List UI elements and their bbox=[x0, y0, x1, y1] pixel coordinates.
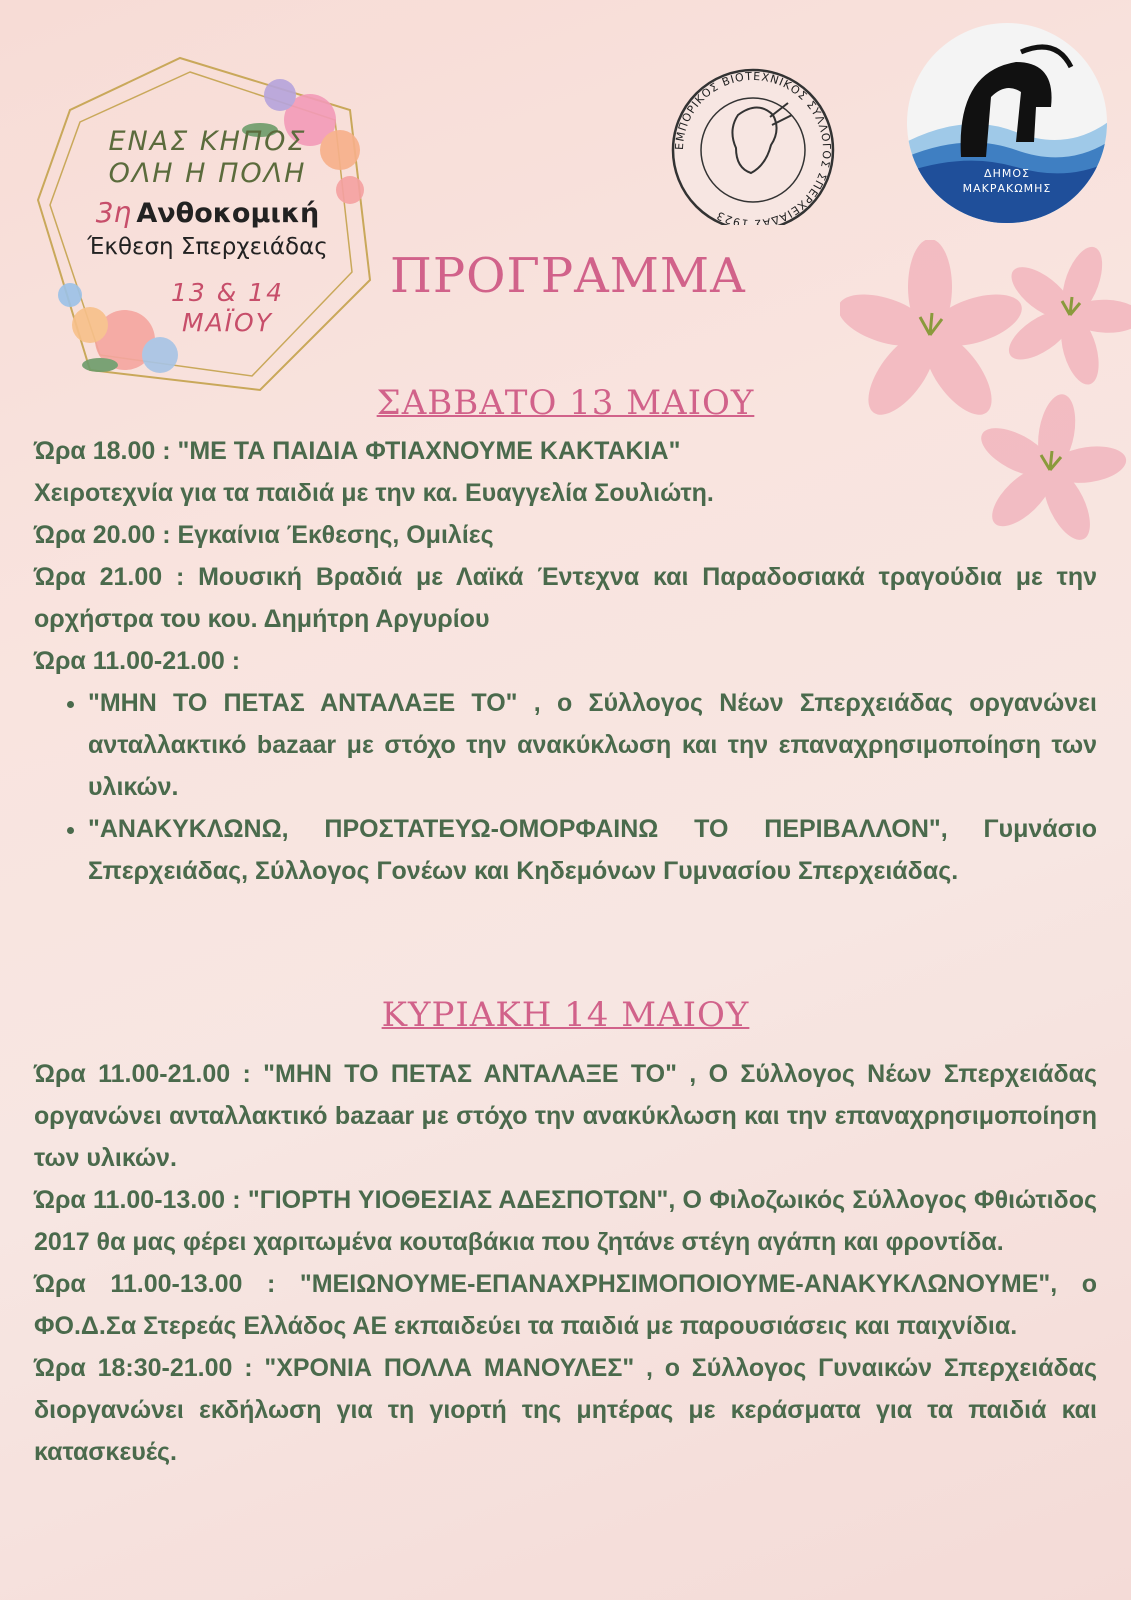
program-item: Ώρα 18.00 : "ΜΕ ΤΑ ΠΑΙΔΙΑ ΦΤΙΑΧΝΟΥΜΕ ΚΑΚΤΑΚΙΑ" bbox=[34, 437, 681, 465]
program-item: Ώρα 21.00 : Μουσική Βραδιά με Λαϊκά Έντεχνα και Παραδοσιακά τραγούδια με την ορχήστρα του κου. Δημήτρη Αργυρίου bbox=[34, 563, 1097, 633]
program-item: Ώρα 11.00-13.00 : "ΜΕΙΩΝΟΥΜΕ-ΕΠΑΝΑΧΡΗΣΙΜΟΠΟΙΟΥΜΕ-ΑΝΑΚΥΚΛΩΝΟΥΜΕ", ο ΦΟ.Δ.Σα Στερεάς Ελλάδος ΑΕ εκπαιδεύει τα παιδιά με παρουσιάσεις και παιχνίδια. bbox=[34, 1270, 1097, 1340]
badge-month: ΜΑΪΟΥ bbox=[182, 308, 273, 337]
sunday-heading: ΚΥΡΙΑΚΗ 14 ΜΑΙΟΥ bbox=[381, 995, 750, 1035]
municipality-line2: ΜΑΚΡΑΚΩΜΗΣ bbox=[962, 182, 1052, 195]
page-title: ΠΡΟΓΡΑΜΜΑ bbox=[390, 248, 746, 304]
badge-ordinal: 3η bbox=[95, 196, 132, 229]
badge-line2: ΟΛΗ Η ΠΟΛΗ bbox=[108, 158, 307, 189]
bullet-item: • "ΑΝΑΚΥΚΛΩΝΩ, ΠΡΟΣΤΑΤΕΥΩ-ΟΜΟΡΦΑΙΝΩ ΤΟ ΠΕΡΙΒΑΛΛΟΝ", Γυμνάσιο Σπερχειάδας, Σύλλογος Γονέων και Κηδεμόνων Γυμνασίου Σπερχειάδας. bbox=[88, 808, 1097, 892]
saturday-bullet-list bbox=[34, 682, 1097, 892]
bullet-item: • "ΜΗΝ ΤΟ ΠΕΤΑΣ ΑΝΤΑΛΑΞΕ ΤΟ" , ο Σύλλογος Νέων Σπερχειάδας οργανώνει ανταλλακτικό bazaar με στόχο την ανακύκλωση και την επαναχρησιμοποίηση των υλικών. bbox=[88, 682, 1097, 808]
badge-title-row bbox=[30, 196, 385, 229]
event-badge-logo bbox=[30, 50, 385, 405]
program-item: Ώρα 11.00-21.00 : "ΜΗΝ ΤΟ ΠΕΤΑΣ ΑΝΤΑΛΑΞΕ ΤΟ" , Ο Σύλλογος Νέων Σπερχειάδας οργανώνει ανταλλακτικό bazaar με στόχο την ανακύκλωση και την επαναχρησιμοποίηση των υλικών. bbox=[34, 1060, 1097, 1172]
badge-title: Ανθοκομική bbox=[136, 198, 320, 229]
seal-text: ΕΜΠΟΡΙΚΟΣ ΒΙΟΤΕΧΝΙΚΟΣ ΣΥΛΛΟΓΟΣ ΣΠΕΡΧΕΙΑΔΑΣ 1923 bbox=[672, 69, 834, 225]
program-item: Ώρα 18:30-21.00 : "ΧΡΟΝΙΑ ΠΟΛΛΑ ΜΑΝΟΥΛΕΣ" , ο Σύλλογος Γυναικών Σπερχειάδας διοργανώνει εκδήλωση για τη γιορτή της μητέρας με κεράσματα για τα παιδιά και κατασκευές. bbox=[34, 1354, 1097, 1466]
program-item: Ώρα 11.00-21.00 : bbox=[34, 647, 241, 675]
saturday-heading: ΣΑΒΒΑΤΟ 13 ΜΑΙΟΥ bbox=[376, 383, 755, 423]
sunday-program bbox=[34, 1053, 1097, 1473]
program-item: Ώρα 20.00 : Εγκαίνια Έκθεσης, Ομιλίες bbox=[34, 521, 494, 549]
seal-icon bbox=[658, 55, 848, 225]
badge-subtitle: Έκθεση Σπερχειάδας bbox=[87, 234, 328, 260]
badge-dates: 13 & 14 bbox=[170, 278, 284, 307]
badge-line1: ΕΝΑΣ ΚΗΠΟΣ bbox=[108, 126, 307, 157]
municipality-logo bbox=[906, 22, 1108, 224]
program-item: Ώρα 11.00-13.00 : "ΓΙΟΡΤΗ ΥΙΟΘΕΣΙΑΣ ΑΔΕΣΠΟΤΩΝ", Ο Φιλοζωικός Σύλλογος Φθιώτιδος 2017 θα μας φέρει χαριτωμένα κουταβάκια που ζητάνε στέγη αγάπη και φροντίδα. bbox=[34, 1186, 1097, 1256]
association-seal bbox=[658, 55, 848, 225]
program-item: Χειροτεχνία για τα παιδιά με την κα. Ευαγγελία Σουλιώτη. bbox=[34, 479, 714, 507]
municipality-line1: ΔΗΜΟΣ bbox=[984, 167, 1030, 180]
saturday-program bbox=[34, 430, 1097, 892]
